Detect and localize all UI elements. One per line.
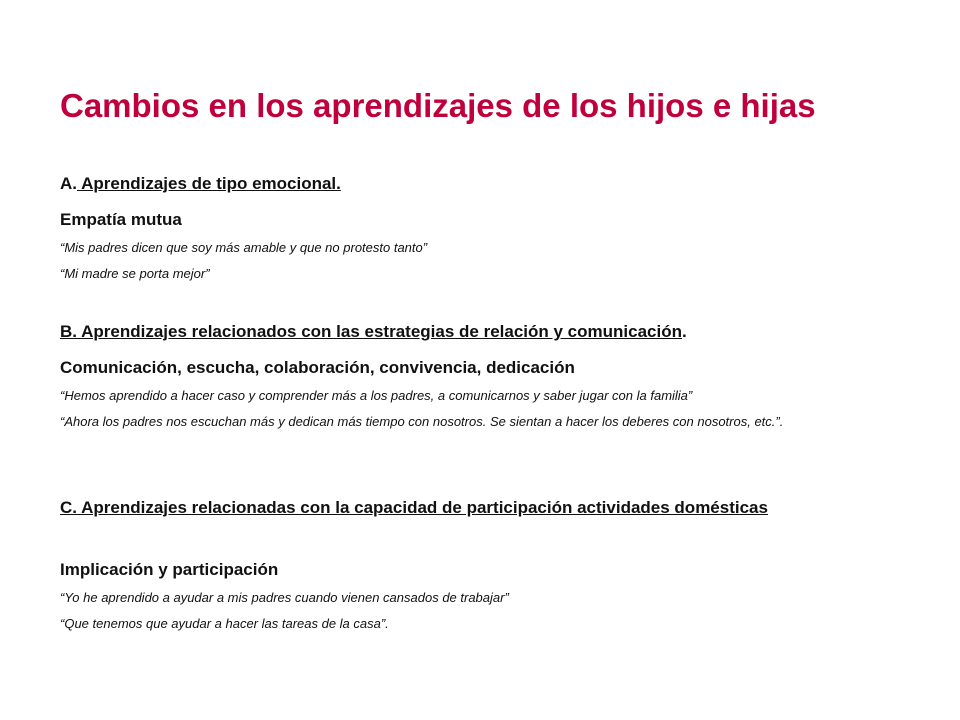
section-a-heading-text: Aprendizajes de tipo emocional.: [77, 174, 341, 193]
section-b-heading: [60, 320, 687, 344]
section-a-prefix: A.: [60, 174, 77, 193]
section-b-subheading: Comunicación, escucha, colaboración, convivencia, dedicación: [60, 358, 575, 377]
section-c-quote-2: “Que tenemos que ayudar a hacer las tareas de la casa”.: [60, 616, 389, 631]
section-a-quote-2: “Mi madre se porta mejor”: [60, 266, 210, 281]
section-c-subheading: Implicación y participación: [60, 560, 279, 579]
section-b-suffix: .: [681, 322, 687, 341]
section-c-quote-1: “Yo he aprendido a ayudar a mis padres cuando vienen cansados de trabajar”: [60, 590, 509, 605]
section-a-subheading: Empatía mutua: [60, 210, 182, 229]
section-b-heading-text: B. Aprendizajes relacionados con las estrategias de relación y comunicación: [60, 322, 682, 341]
slide-title: Cambios en los aprendizajes de los hijos e hijas: [60, 87, 816, 124]
section-b-quote-2: “Ahora los padres nos escuchan más y dedican más tiempo con nosotros. Se sientan a hacer los deberes con nosotros, etc.”.: [60, 414, 784, 429]
section-a-heading: [60, 172, 341, 196]
section-b-quote-1: “Hemos aprendido a hacer caso y comprender más a los padres, a comunicarnos y saber jugar con la familia”: [60, 388, 693, 403]
section-c-heading: C. Aprendizajes relacionadas con la capacidad de participación actividades domésticas: [60, 498, 768, 517]
section-a-quote-1: “Mis padres dicen que soy más amable y que no protesto tanto”: [60, 240, 428, 255]
